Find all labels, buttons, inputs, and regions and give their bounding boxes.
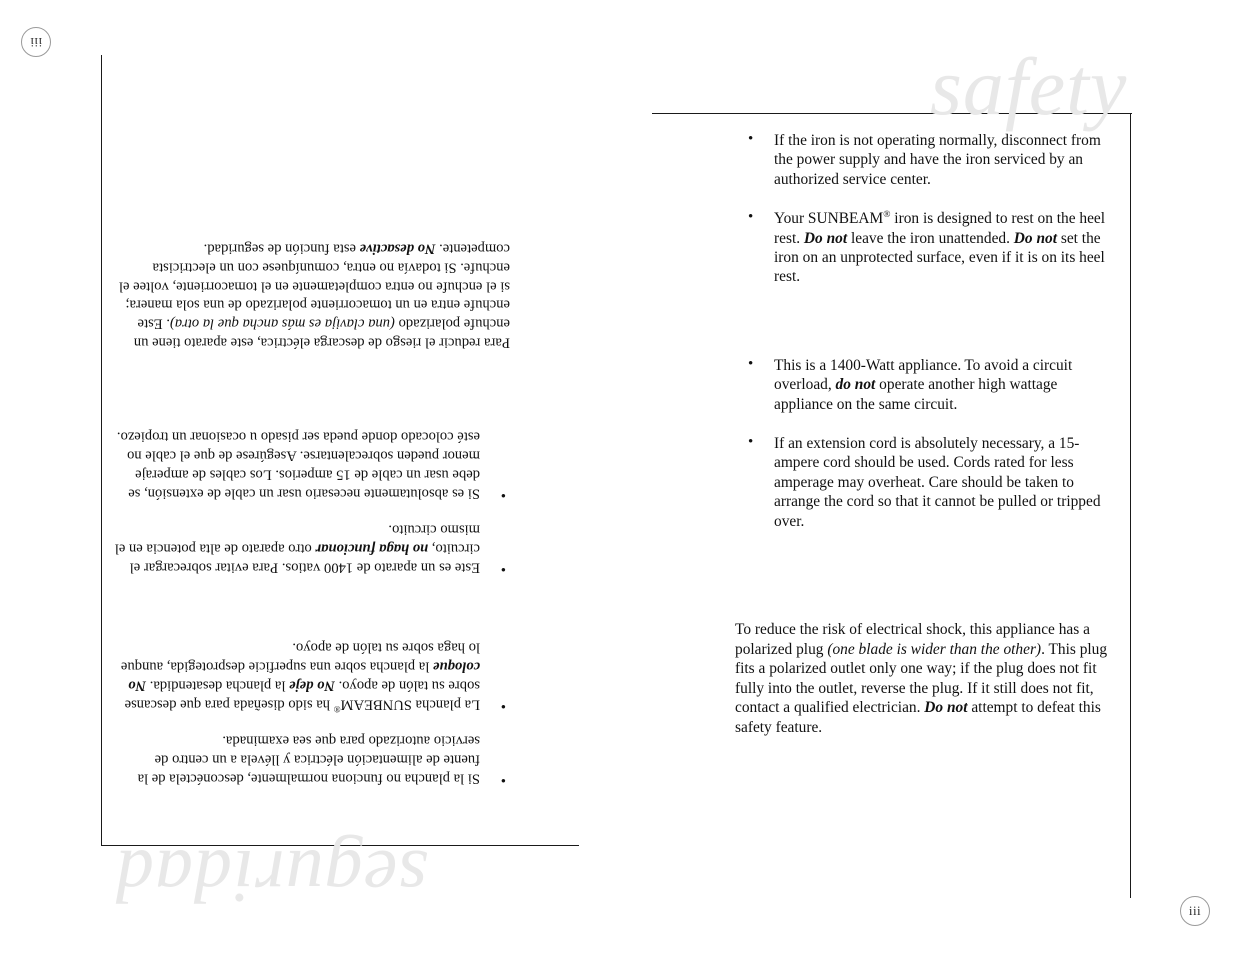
spacer bbox=[744, 551, 1112, 620]
bullet-item bbox=[744, 209, 1112, 287]
emphasis-italic: (one blade is wider than the other) bbox=[827, 640, 1042, 658]
text-run: Para reducir el riesgo de descarga eléctrica, este aparato tiene un enchufe polarizado bbox=[133, 315, 510, 351]
text-run: Si es absolutamente necesario usar un cable de extensión, se debe usar un cable de 15 amperios. Los cables de amperaje menor pueden sobrecalentarse. Asegúrese de que el cable no esté colocado donde pueda ser pisado u ocasionar un tropiezo. bbox=[116, 428, 480, 502]
text-run: Your SUNBEAM bbox=[774, 210, 884, 228]
english-closing-paragraph bbox=[735, 620, 1112, 737]
emphasis-do-not: Do not bbox=[924, 699, 968, 717]
emphasis-italic: (una clavija es más ancha que la otra) bbox=[169, 315, 395, 332]
page-number-badge-right bbox=[1180, 896, 1210, 926]
emphasis-do-not: Do not bbox=[1013, 229, 1057, 247]
text-run: iron is designed to rest on the heel rest. bbox=[774, 210, 1106, 247]
emphasis-do-not: No deje bbox=[289, 677, 335, 694]
text-run: la plancha sobre una superficie desprotegida, aunque lo haga sobre su talón de apoyo. bbox=[120, 639, 480, 675]
page-number-badge-left bbox=[21, 27, 51, 57]
spanish-safety-page bbox=[114, 238, 510, 787]
registered-trademark-mark: ® bbox=[333, 704, 341, 715]
spacer bbox=[744, 307, 1112, 356]
emphasis-do-not: Do not bbox=[803, 229, 848, 247]
text-run: set the iron on an unprotected surface, even if it is on its heel rest. bbox=[774, 229, 1105, 286]
emphasis-do-not: No coloque bbox=[128, 658, 480, 694]
text-run: If an extension cord is absolutely necessary, a 15-ampere cord should be used. Cords rated for less amperage may overheat. Care should be taken to arrange the cord so that it cannot be pulled or tripped over. bbox=[774, 435, 1101, 530]
text-run: . This plug fits a polarized outlet only one way; if the plug does not fit fully into the outlet, reverse the plug. If it still does not fit, contact a qualified electrician. bbox=[735, 640, 1108, 717]
bullet-item bbox=[114, 730, 510, 787]
emphasis-do-not: no haga funcionar bbox=[315, 540, 429, 557]
text-run: la plancha desatendida. bbox=[146, 677, 290, 694]
spacer bbox=[114, 577, 510, 621]
text-run: To reduce the risk of electrical shock, this appliance has a polarized plug bbox=[735, 621, 1090, 658]
text-run: ha sido diseñada para que descanse sobre su talón de apoyo. bbox=[124, 677, 480, 713]
spanish-closing-paragraph bbox=[114, 238, 510, 352]
emphasis-do-not: do not bbox=[835, 376, 876, 394]
text-run: operate another high wattage appliance on the same circuit. bbox=[774, 376, 1058, 413]
emphasis-do-not: No desactive bbox=[359, 239, 436, 256]
text-run: esta función de seguridad. bbox=[203, 239, 360, 256]
bullet-item bbox=[744, 434, 1112, 531]
text-run: If the iron is not operating normally, disconnect from the power supply and have the iron serviced by an authorized service center. bbox=[774, 132, 1101, 188]
left-page-side-rule bbox=[101, 55, 102, 846]
text-run: Este es un aparato de 1400 vatios. Para evitar sobrecargar el circuito, bbox=[129, 540, 480, 576]
safety-watermark: safety bbox=[930, 41, 1128, 132]
english-safety-page bbox=[735, 131, 1112, 737]
bullet-item bbox=[114, 427, 510, 503]
page-number-left: iii bbox=[29, 35, 43, 50]
text-run: attempt to defeat this safety feature. bbox=[735, 699, 1101, 736]
text-run: This is a 1400-Watt appliance. To avoid a circuit overload, bbox=[774, 356, 1073, 394]
english-bullet-list bbox=[744, 131, 1112, 531]
bullet-item bbox=[114, 520, 510, 577]
bullet-item bbox=[744, 131, 1112, 189]
spanish-bullet-list bbox=[114, 427, 510, 788]
spacer bbox=[114, 352, 510, 410]
registered-trademark-mark: ® bbox=[883, 209, 891, 221]
bullet-item bbox=[114, 638, 510, 714]
bullet-item bbox=[744, 356, 1112, 414]
right-page-side-rule bbox=[1130, 113, 1131, 898]
text-run: La plancha SUNBEAM bbox=[340, 696, 480, 713]
text-run: . Este enchufe entra en un tomacorriente polarizado de una sola manera; si el enchufe no entra completamente en el tomacorriente, voltee el enchufe. Si todavía no entra, comuníquese con un electricista competente. bbox=[118, 239, 510, 332]
text-run: Si la plancha no funciona normalmente, desconéctela de la fuente de alimentación eléctrica y llévela a un centro de servicio autorizado para que sea examinada. bbox=[137, 732, 480, 787]
text-run: otro aparato de alta potencia en el mismo circuito. bbox=[114, 521, 480, 557]
seguridad-watermark: seguridad bbox=[115, 834, 428, 918]
page-number-right: iii bbox=[1188, 903, 1202, 918]
text-run: leave the iron unattended. bbox=[847, 229, 1014, 247]
